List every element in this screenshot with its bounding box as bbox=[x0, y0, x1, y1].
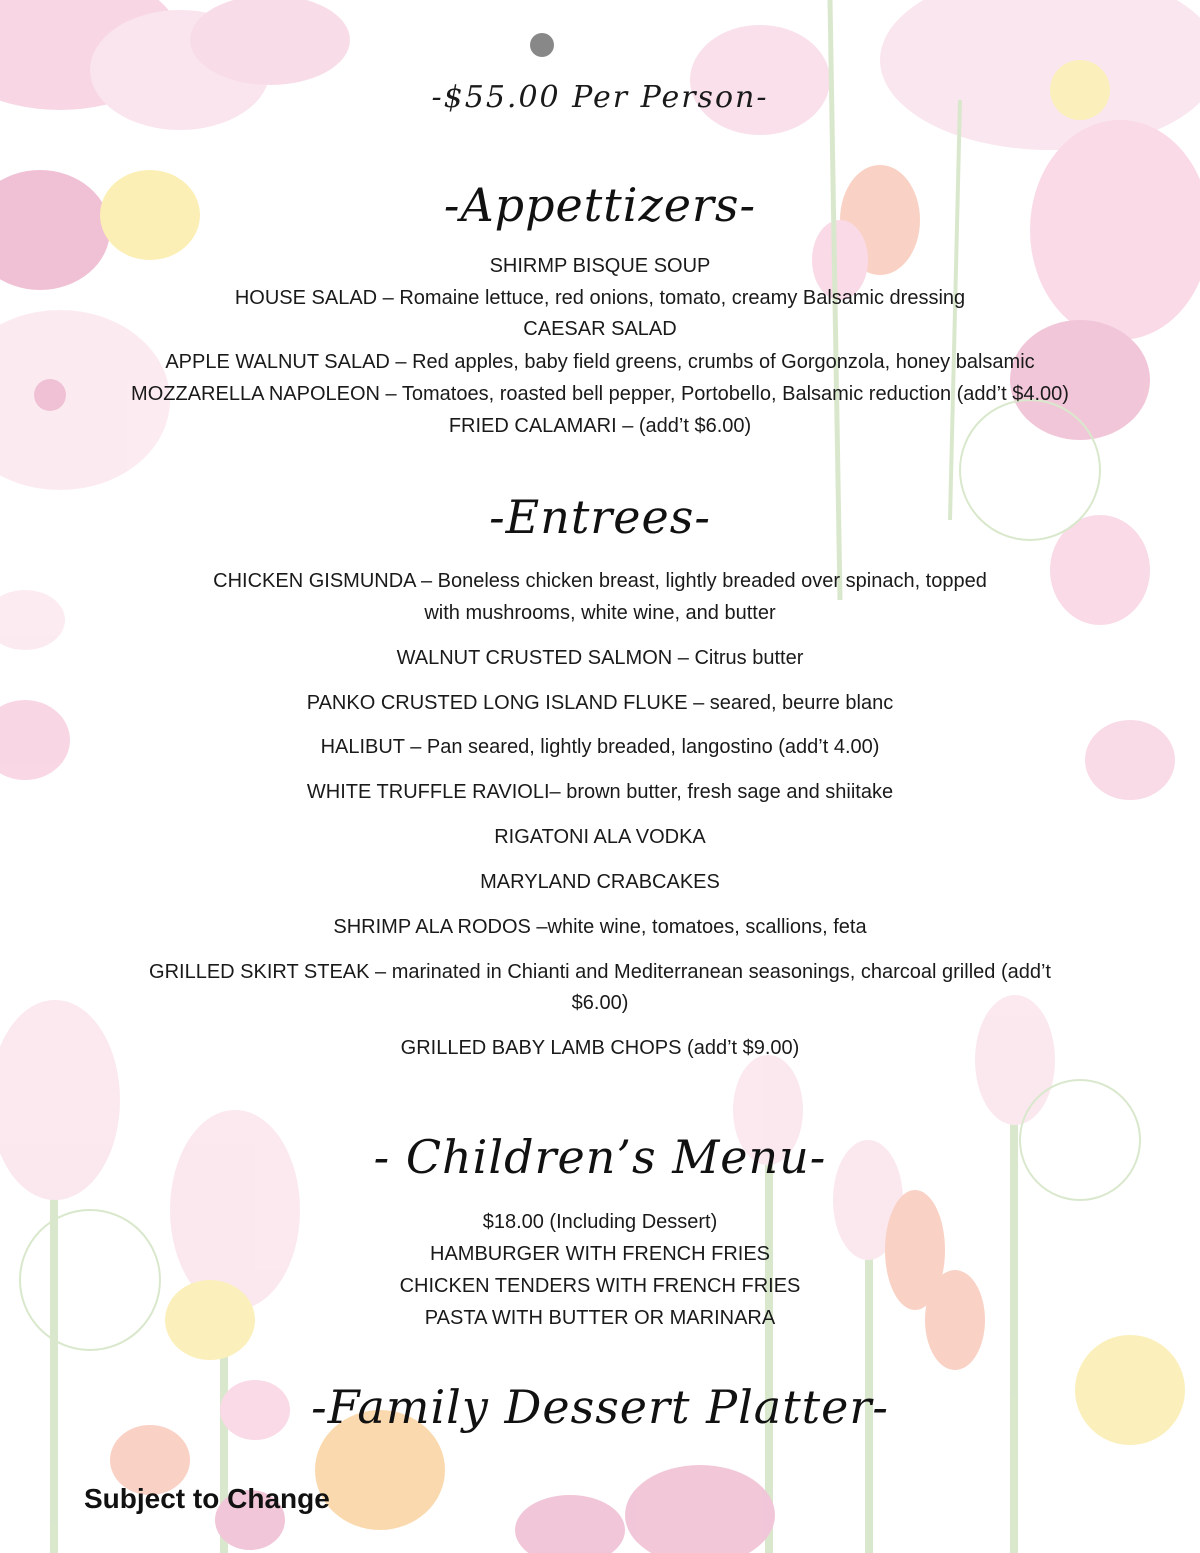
entree-item: SHRIMP ALA RODOS –white wine, tomatoes, scallions, feta bbox=[333, 916, 867, 938]
childrens-menu-item: CHICKEN TENDERS WITH FRENCH FRIES bbox=[399, 1275, 801, 1297]
appetizer-item: APPLE WALNUT SALAD – Red apples, baby field greens, crumbs of Gorgonzola, honey balsamic bbox=[165, 351, 1035, 373]
entree-item: WHITE TRUFFLE RAVIOLI– brown butter, fresh sage and shiitake bbox=[306, 781, 894, 803]
appetizer-item: CAESAR SALAD bbox=[523, 318, 677, 340]
subject-to-change-note: Subject to Change bbox=[84, 1483, 330, 1514]
appetizer-item: HOUSE SALAD – Romaine lettuce, red onions, tomato, creamy Balsamic dressing bbox=[234, 287, 966, 309]
entrees-heading: -Entrees- bbox=[489, 490, 711, 544]
childrens-menu-item: PASTA WITH BUTTER OR MARINARA bbox=[424, 1307, 776, 1329]
entree-item: PANKO CRUSTED LONG ISLAND FLUKE – seared, beurre blanc bbox=[306, 692, 894, 714]
price-per-person: -$55.00 Per Person- bbox=[431, 80, 769, 115]
entree-item: HALIBUT – Pan seared, lightly breaded, langostino (add’t 4.00) bbox=[320, 736, 880, 758]
entree-item: MARYLAND CRABCAKES bbox=[480, 871, 720, 893]
appetizer-item: MOZZARELLA NAPOLEON – Tomatoes, roasted bell pepper, Portobello, Balsamic reduction (add’t $4.00) bbox=[131, 383, 1069, 405]
entree-item-continued: with mushrooms, white wine, and butter bbox=[424, 602, 776, 624]
appetizer-item: SHIRMP BISQUE SOUP bbox=[489, 255, 711, 277]
appetizer-item: FRIED CALAMARI – (add’t $6.00) bbox=[448, 415, 752, 437]
entree-item: GRILLED BABY LAMB CHOPS (add’t $9.00) bbox=[400, 1037, 800, 1059]
dessert-heading: -Family Dessert Platter- bbox=[311, 1380, 889, 1434]
entree-item: RIGATONI ALA VODKA bbox=[494, 826, 706, 848]
entree-item: GRILLED SKIRT STEAK – marinated in Chianti and Mediterranean seasonings, charcoal grilled (add’t bbox=[149, 961, 1051, 983]
childrens-menu-heading: - Children’s Menu- bbox=[373, 1130, 827, 1184]
appetizers-heading: -Appettizers- bbox=[443, 178, 757, 232]
entree-item-continued: $6.00) bbox=[571, 992, 629, 1014]
childrens-menu-item: $18.00 (Including Dessert) bbox=[482, 1211, 718, 1233]
childrens-menu-item: HAMBURGER WITH FRENCH FRIES bbox=[430, 1243, 770, 1265]
entree-item: WALNUT CRUSTED SALMON – Citrus butter bbox=[396, 647, 804, 669]
entree-item: CHICKEN GISMUNDA – Boneless chicken breast, lightly breaded over spinach, topped bbox=[213, 570, 987, 592]
